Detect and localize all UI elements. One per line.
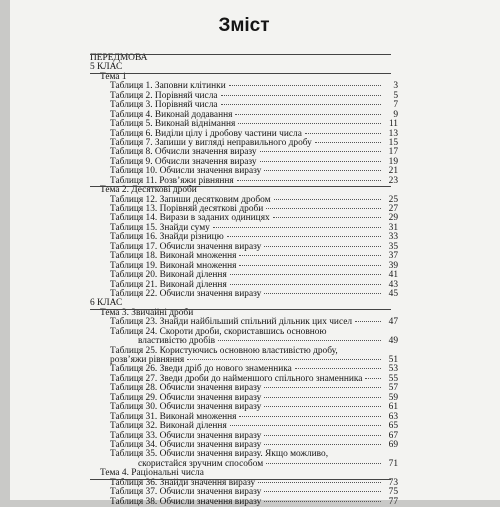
toc-entry-line: [90, 450, 398, 459]
toc-section-heading: [90, 309, 398, 318]
dot-leader: [273, 217, 381, 218]
dot-leader: [264, 406, 381, 407]
toc-page-number: 53: [388, 364, 398, 375]
toc-entry-title: Таблиця 18. Виконай множення: [110, 251, 237, 262]
toc-page-number: 3: [393, 81, 398, 92]
dot-leader: [218, 340, 381, 341]
toc-section-heading: [90, 186, 398, 195]
section-rule: [90, 479, 391, 480]
toc-entry-title: Таблиця 37. Обчисли значення виразу: [110, 487, 262, 498]
toc-entry-title: Таблиця 36. Знайди значення виразу: [110, 477, 256, 488]
toc-entry-title: Таблиця 16. Знайди різницю: [110, 232, 224, 243]
toc-page-number: 27: [388, 204, 398, 214]
dot-leader: [355, 321, 381, 322]
toc-entry-title: Таблиця 8. Обчисли значення виразу: [110, 147, 257, 158]
toc-entry-title: Таблиця 33. Обчисли значення виразу: [110, 430, 262, 441]
toc-entry-title: скористайся зручним способом: [138, 458, 264, 469]
toc-entry: [90, 498, 398, 507]
toc-entry-title: Таблиця 34. Обчисли значення виразу: [110, 439, 262, 450]
toc-page-number: 7: [393, 100, 398, 111]
dot-leader: [238, 123, 381, 124]
dot-leader: [264, 435, 381, 436]
toc-entry-title: Таблиця 29. Обчисли значення виразу: [110, 392, 262, 403]
dot-leader: [260, 161, 381, 162]
dot-leader: [235, 114, 381, 115]
toc-entry-title: Таблиця 15. Знайди суму: [110, 222, 210, 233]
toc-entry-title: Таблиця 23. Знайди найбільший спільний дільник цих чисел: [110, 317, 353, 328]
toc-entry-title: Таблиця 21. Виконай ділення: [110, 279, 227, 290]
toc-page-number: 37: [388, 251, 398, 262]
dot-leader: [264, 246, 381, 247]
toc-entry-title: Таблиця 20. Виконай ділення: [110, 270, 227, 281]
toc-entry-title: Таблиця 1. Заповни клітинки: [110, 81, 226, 92]
toc-heading-text: Таблиця 24. Скороти дроби, скориставшись основною: [110, 326, 327, 337]
toc-entry-title: Таблиця 11. Розв’яжи рівняння: [110, 175, 234, 186]
toc-page-number: 67: [388, 430, 398, 441]
toc-heading-text: ПЕРЕДМОВА: [90, 53, 148, 63]
dot-leader: [266, 208, 381, 209]
dot-leader: [264, 444, 381, 445]
toc-entry-title: Таблиця 9. Обчисли значення виразу: [110, 156, 257, 167]
toc-entry-title: розв’яжи рівняння: [110, 355, 185, 365]
toc-page-number: 11: [388, 119, 398, 130]
toc-page-number: 43: [388, 279, 398, 290]
dot-leader: [266, 463, 381, 464]
document-page: [10, 0, 500, 507]
toc-page-number: 71: [388, 458, 398, 469]
dot-leader: [264, 170, 381, 171]
toc-page-number: 61: [388, 402, 398, 413]
toc-page-number: 29: [388, 213, 398, 224]
toc-page-number: 73: [388, 477, 398, 488]
toc-page-number: 65: [388, 421, 398, 432]
toc-entry-title: Таблиця 10. Обчисли значення виразу: [110, 166, 262, 177]
dot-leader: [221, 104, 381, 105]
toc-entry-title: Таблиця 32. Виконай ділення: [110, 421, 227, 432]
dot-leader: [264, 397, 381, 398]
dot-leader: [230, 425, 381, 426]
section-rule: [90, 309, 391, 310]
dot-leader: [264, 387, 381, 388]
section-rule: [90, 54, 391, 55]
dot-leader: [237, 180, 381, 181]
toc-page-number: 21: [388, 166, 398, 177]
dot-leader: [230, 274, 381, 275]
toc-heading-text: Таблиця 25. Користуючись основною властивістю дробу,: [110, 345, 338, 356]
dot-leader: [365, 378, 381, 379]
toc-heading-text: Таблиця 35. Обчисли значення виразу. Якщо можливо,: [110, 449, 329, 460]
dot-leader: [229, 85, 381, 86]
toc-entry-title: Таблиця 31. Виконай множення: [110, 411, 237, 422]
table-of-contents: [90, 54, 398, 507]
section-rule: [90, 73, 391, 74]
toc-page-number: 59: [388, 392, 398, 403]
toc-entry-title: Таблиця 38. Обчисли значення виразу: [110, 496, 262, 507]
toc-page-number: 77: [388, 496, 398, 507]
toc-page-number: 23: [388, 175, 398, 186]
toc-entry: [90, 479, 398, 488]
toc-page-number: 51: [388, 355, 398, 365]
dot-leader: [239, 416, 381, 417]
toc-page-number: 57: [388, 383, 398, 394]
toc-page-number: 75: [388, 487, 398, 498]
toc-page-number: 15: [388, 137, 398, 148]
toc-page-number: 55: [388, 373, 398, 384]
toc-page-number: 5: [393, 90, 398, 101]
toc-entry-title: Таблиця 12. Запиши десятковим дробом: [110, 194, 271, 205]
toc-entry-title: Таблиця 14. Вирази в заданих одиницях: [110, 213, 270, 224]
toc-section-heading: [90, 54, 398, 63]
toc-section-heading: [90, 63, 398, 72]
toc-page-number: 49: [388, 336, 398, 347]
toc-page-number: 33: [388, 232, 398, 243]
dot-leader: [239, 255, 381, 256]
page-title: Зміст: [218, 15, 270, 36]
toc-entry: [90, 290, 398, 299]
toc-entry-title: властивістю дробів: [138, 336, 216, 347]
toc-heading-text: Тема 1: [100, 71, 127, 82]
toc-page-number: 41: [388, 270, 398, 281]
toc-page-number: 39: [388, 260, 398, 271]
dot-leader: [264, 293, 381, 294]
toc-entry-title: Таблиця 22. Обчисли значення виразу: [110, 288, 262, 299]
dot-leader: [213, 227, 381, 228]
toc-page-number: 17: [388, 147, 398, 158]
toc-entry-title: Таблиця 5. Виконай віднімання: [110, 119, 236, 130]
toc-entry-title: Таблиця 4. Виконай додавання: [110, 109, 233, 120]
toc-heading-text: Тема 2. Десяткові дроби: [100, 185, 197, 196]
section-rule: [90, 186, 391, 187]
toc-heading-text: 6 КЛАС: [90, 298, 123, 309]
dot-leader: [258, 482, 381, 483]
toc-entry-title: Таблиця 26. Зведи дріб до нового знаменника: [110, 364, 292, 375]
toc-page-number: 19: [388, 156, 398, 167]
dot-leader: [260, 151, 381, 152]
toc-entry-line: [90, 328, 398, 337]
toc-page-number: 9: [393, 109, 398, 120]
toc-page-number: 63: [388, 411, 398, 422]
toc-heading-text: Тема 3. Звичайні дроби: [100, 307, 194, 318]
dot-leader: [295, 368, 381, 369]
toc-entry-title: Таблиця 3. Порівняй числа: [110, 100, 218, 111]
toc-entry-line: [90, 347, 398, 356]
toc-entry-title: Таблиця 19. Виконай множення: [110, 260, 237, 271]
dot-leader: [305, 133, 381, 134]
toc-section-heading: [90, 73, 398, 82]
toc-entry-title: Таблиця 27. Зведи дроби до найменшого спільного знаменника: [110, 373, 363, 384]
dot-leader: [264, 501, 381, 502]
dot-leader: [221, 95, 381, 96]
dot-leader: [264, 491, 381, 492]
toc-entry-title: Таблиця 13. Порівняй десяткові дроби: [110, 204, 264, 214]
toc-heading-text: Тема 4. Раціональні числа: [100, 468, 204, 479]
toc-page-number: 13: [388, 128, 398, 139]
toc-page-number: 31: [388, 222, 398, 233]
toc-page-number: 47: [388, 317, 398, 328]
toc-page-number: 25: [388, 194, 398, 205]
toc-entry-title: Таблиця 2. Порівняй числа: [110, 90, 218, 101]
toc-heading-text: 5 КЛАС: [90, 62, 123, 73]
toc-entry-title: Таблиця 17. Обчисли значення виразу: [110, 241, 262, 252]
dot-leader: [227, 236, 381, 237]
toc-page-number: 35: [388, 241, 398, 252]
toc-page-number: 69: [388, 439, 398, 450]
toc-entry-title: Таблиця 6. Виділи цілу і дробову частини числа: [110, 128, 302, 139]
toc-page-number: 45: [388, 288, 398, 299]
dot-leader: [230, 284, 381, 285]
dot-leader: [315, 142, 381, 143]
toc-entry-title: Таблиця 28. Обчисли значення виразу: [110, 383, 262, 394]
toc-entry-title: Таблиця 7. Запиши у вигляді неправильного дробу: [110, 137, 312, 148]
dot-leader: [274, 199, 381, 200]
dot-leader: [187, 359, 381, 360]
dot-leader: [239, 265, 381, 266]
toc-entry-title: Таблиця 30. Обчисли значення виразу: [110, 402, 262, 413]
